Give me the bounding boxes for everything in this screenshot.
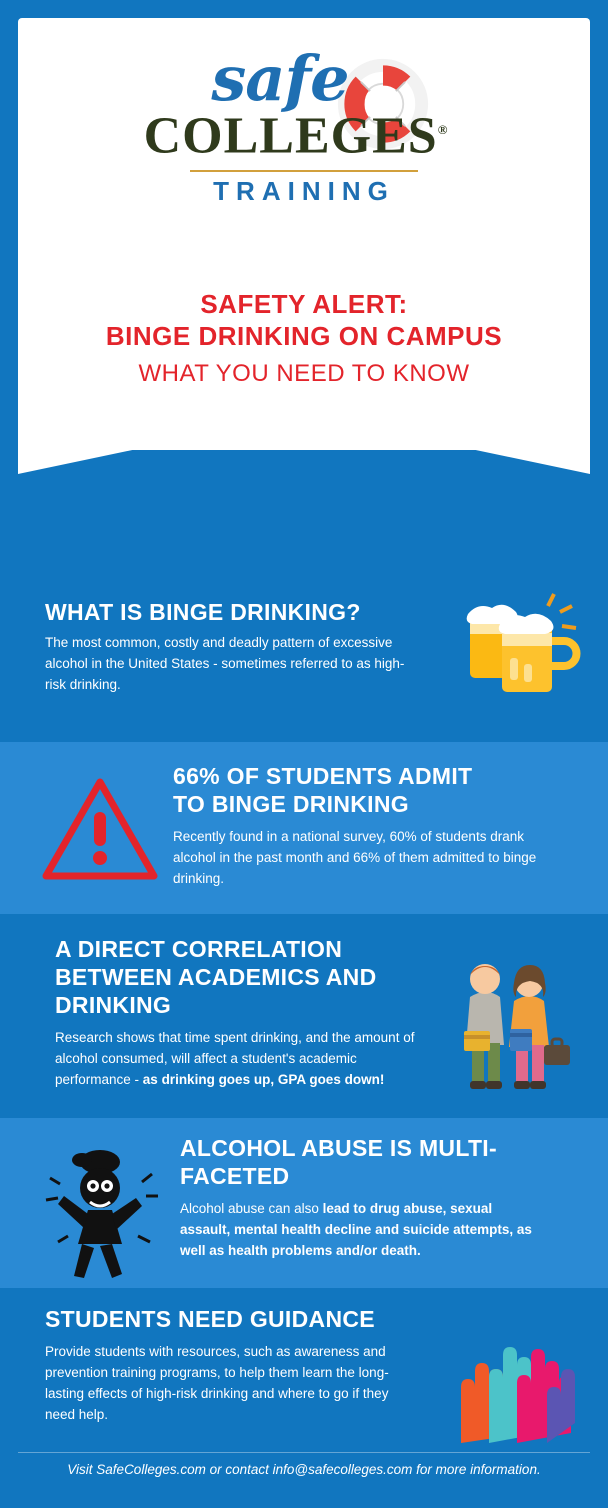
header-notch [18, 414, 590, 474]
section-4-body [180, 1198, 540, 1261]
section-4-heading-line-2: FACETED [180, 1163, 290, 1189]
section-5-heading: STUDENTS NEED GUIDANCE [45, 1306, 375, 1332]
section-students-need-guidance [0, 1295, 608, 1455]
page-subtitle: WHAT YOU NEED TO KNOW [138, 360, 470, 387]
registered-mark: ® [437, 122, 449, 137]
section-what-is-binge-drinking [0, 580, 608, 730]
section-3-heading [55, 935, 445, 1019]
section-1-body: The most common, costly and deadly pattern of excessive alcohol in the United States - sometimes referred to as high-risk drinking. [45, 635, 405, 692]
logo-safe-text: safe [211, 42, 349, 115]
section-4-heading-line-1: ALCOHOL ABUSE IS MULTI- [180, 1135, 497, 1161]
stressed-person-icon [38, 1140, 173, 1280]
logo-colleges-word: COLLEGES [143, 107, 438, 165]
warning-triangle-icon [40, 774, 160, 884]
section-3-heading-line-3: DRINKING [55, 992, 172, 1018]
section-4-body-text: Alcohol abuse can also [180, 1201, 323, 1216]
logo [0, 42, 608, 207]
section-sixty-six-percent [0, 742, 608, 914]
section-2-heading-line-2: TO BINGE DRINKING [173, 791, 409, 817]
section-3-body-emphasis: as drinking goes up, GPA goes down! [142, 1072, 385, 1087]
section-3-body-text: Research shows that time spent drinking, and the amount of alcohol consumed, will affect a student's academic performance - [55, 1030, 415, 1087]
section-3-heading-line-1: A DIRECT CORRELATION [55, 936, 343, 962]
section-4-body-emphasis: lead to drug abuse, sexual assault, mental health decline and suicide attempts, as well as health problems and/or death. [180, 1201, 532, 1258]
section-2-body: Recently found in a national survey, 60% of students drank alcohol in the past month and 66% of them admitted to binge drinking. [173, 829, 537, 886]
section-4-heading [180, 1134, 560, 1190]
beer-mugs-icon [452, 578, 582, 703]
title-line-1: SAFETY ALERT: [200, 289, 408, 319]
section-5-body: Provide students with resources, such as awareness and prevention training programs, to help them learn the long-lasting effects of high-risk drinking and where to go if they need help. [45, 1344, 389, 1422]
title-line-2: BINGE DRINKING ON CAMPUS [105, 321, 503, 351]
section-3-heading-line-2: BETWEEN ACADEMICS AND [55, 964, 377, 990]
section-2-heading-line-1: 66% OF STUDENTS ADMIT [173, 763, 473, 789]
footer-divider [18, 1452, 590, 1453]
logo-divider [190, 170, 418, 172]
raised-hands-icon [455, 1325, 585, 1443]
section-multi-faceted [0, 1118, 608, 1288]
section-academics-correlation [0, 925, 608, 1115]
logo-colleges-text [0, 104, 600, 165]
two-students-icon [448, 945, 588, 1095]
page-title [0, 288, 608, 352]
section-2-heading [173, 762, 563, 818]
footer-text: Visit SafeColleges.com or contact info@safecolleges.com for more information. [67, 1462, 541, 1477]
logo-training-text: TRAINING [213, 176, 395, 207]
section-3-body [55, 1027, 415, 1090]
section-1-heading: WHAT IS BINGE DRINKING? [45, 599, 361, 625]
